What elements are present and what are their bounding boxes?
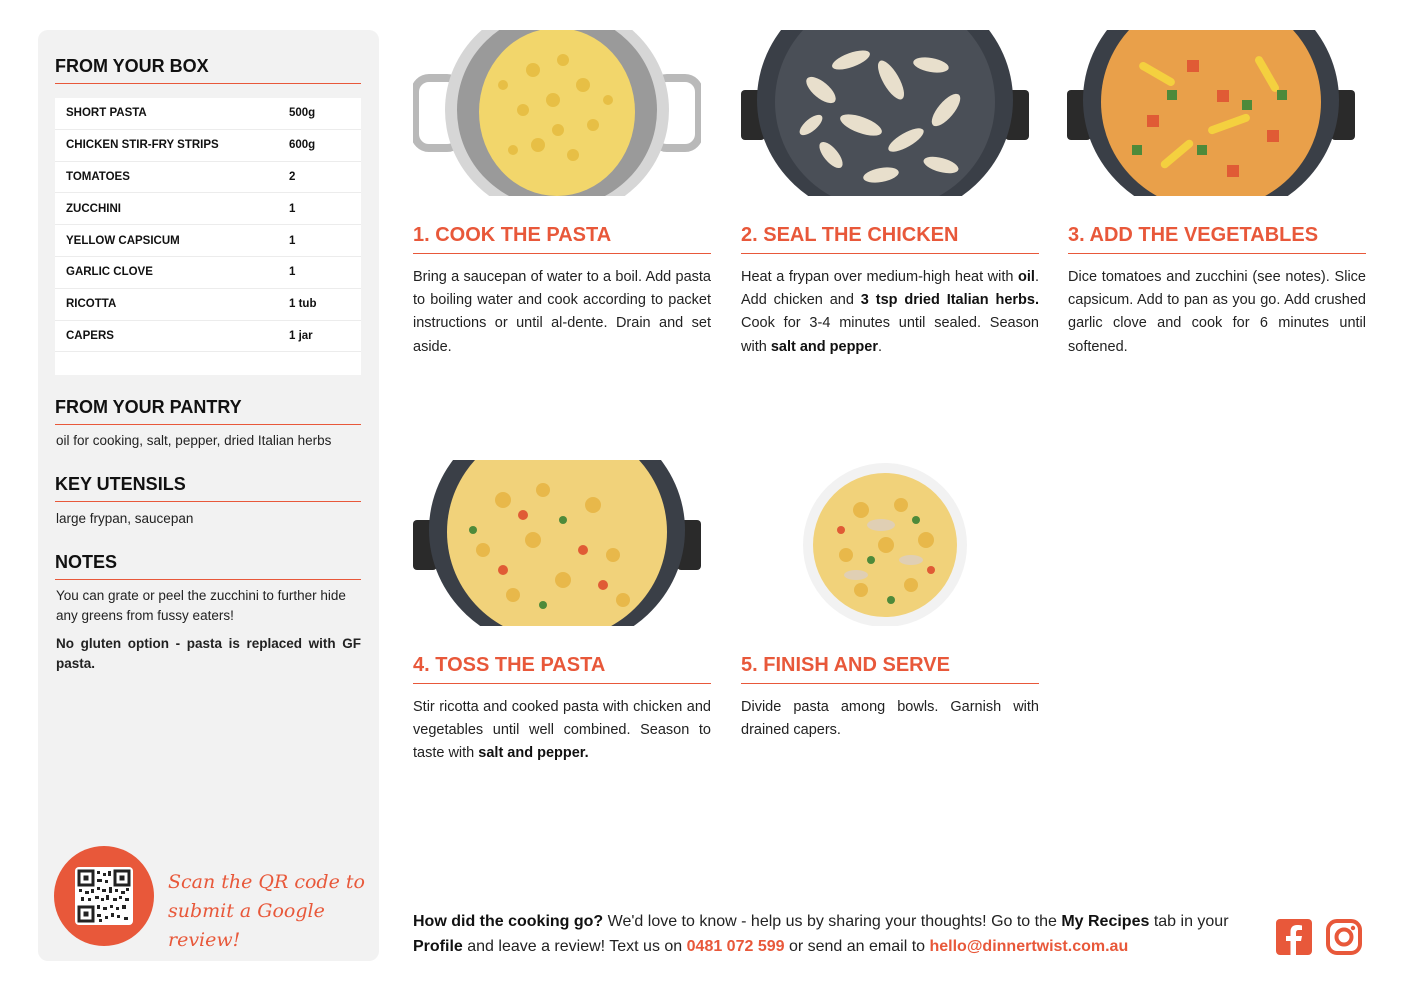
footer-text: We'd love to know - help us by sharing your thoughts! Go to the <box>603 913 1062 930</box>
step-text: Dice tomatoes and zucchini (see notes). Slice capsicum. Add to pan as you go. Add crushed garlic clove and cook for 6 minutes until softened. <box>1068 269 1366 355</box>
from-your-box-title: FROM YOUR BOX <box>55 56 361 84</box>
step-2-title: 2. SEAL THE CHICKEN <box>741 224 1039 254</box>
box-item-name: TOMATOES <box>66 170 130 183</box>
box-item-row <box>55 257 361 289</box>
step-1-body <box>413 266 711 359</box>
ingredients-panel <box>38 30 379 961</box>
step-text: Divide pasta among bowls. Garnish with drained capers. <box>741 699 1039 739</box>
step-text: . Add chicken and <box>741 269 1039 309</box>
email-link[interactable]: hello@dinnertwist.com.au <box>929 938 1129 955</box>
step-5-body <box>741 696 1039 742</box>
box-item-qty: 2 <box>289 170 296 183</box>
step-3-photo <box>1067 30 1355 196</box>
box-item-row <box>55 98 361 130</box>
notes-text: You can grate or peel the zucchini to further hide any greens from fussy eaters! <box>56 588 346 623</box>
step-text: . <box>878 338 883 355</box>
box-item-row <box>55 321 361 353</box>
facebook-icon[interactable] <box>1276 919 1312 955</box>
footer-bold-text: How did the cooking go? <box>413 913 604 930</box>
qr-code[interactable] <box>54 846 154 946</box>
box-item-row <box>55 162 361 194</box>
utensils-text: large frypan, saucepan <box>56 511 194 526</box>
step-5-title: 5. FINISH AND SERVE <box>741 654 1039 684</box>
step-5-photo <box>741 460 1029 626</box>
box-item-qty: 1 tub <box>289 298 317 311</box>
step-4-body <box>413 696 711 766</box>
box-item-name: ZUCCHINI <box>66 202 121 215</box>
key-utensils-title: KEY UTENSILS <box>55 474 361 502</box>
step-text: Stir ricotta and cooked pasta with chicken and vegetables until well combined. Season to taste with <box>413 699 711 762</box>
box-item-row <box>55 193 361 225</box>
review-footer <box>413 909 1263 959</box>
step-text-bold: 3 tsp dried Italian herbs. <box>860 292 1039 309</box>
step-1-photo <box>413 30 701 196</box>
step-1-title: 1. COOK THE PASTA <box>413 224 711 254</box>
footer-bold-text: Profile <box>413 938 463 955</box>
step-text: Cook for 3-4 minutes until sealed. Season with <box>741 315 1039 355</box>
step-2-photo <box>741 30 1029 196</box>
box-item-name: GARLIC CLOVE <box>66 266 153 279</box>
step-3-body <box>1068 266 1366 359</box>
pantry-text: oil for cooking, salt, pepper, dried Italian herbs <box>56 433 332 448</box>
box-item-row <box>55 130 361 162</box>
qr-caption-line-2: submit a Google review! <box>168 900 325 951</box>
footer-bold-text: My Recipes <box>1061 913 1150 930</box>
step-text-bold: oil <box>1018 269 1035 285</box>
notes-title: NOTES <box>55 552 361 580</box>
step-4-title: 4. TOSS THE PASTA <box>413 654 711 684</box>
box-item-name: RICOTTA <box>66 298 117 311</box>
box-item-qty: 1 <box>289 266 296 279</box>
instagram-icon[interactable] <box>1326 919 1362 955</box>
box-item-name: SHORT PASTA <box>66 107 147 120</box>
box-item-row <box>55 225 361 257</box>
step-4-photo <box>413 460 701 626</box>
box-item-qty: 1 jar <box>289 329 313 342</box>
qr-caption <box>168 868 379 955</box>
box-item-name: CHICKEN STIR-FRY STRIPS <box>66 139 219 152</box>
qr-caption-line-1: Scan the QR code to <box>168 871 365 893</box>
box-item-qty: 500g <box>289 107 316 120</box>
footer-text: or send an email to <box>784 938 930 955</box>
box-item-name: YELLOW CAPSICUM <box>66 234 180 247</box>
box-item-qty: 600g <box>289 139 316 152</box>
box-item-name: CAPERS <box>66 329 114 342</box>
notes-gluten-option: No gluten option - pasta is replaced with GF pasta. <box>56 636 361 671</box>
step-3-title: 3. ADD THE VEGETABLES <box>1068 224 1366 254</box>
step-text: Bring a saucepan of water to a boil. Add pasta to boiling water and cook according to packet instructions or until al-dente. Drain and set aside. <box>413 269 711 355</box>
step-text: Heat a frypan over medium-high heat with <box>741 269 1019 285</box>
box-ingredients-table <box>55 98 361 375</box>
footer-text: tab in your <box>1149 913 1229 930</box>
box-item-qty: 1 <box>289 202 296 215</box>
footer-text: and leave a review! Text us on <box>462 938 687 955</box>
phone-link[interactable]: 0481 072 599 <box>686 938 785 955</box>
box-item-row <box>55 289 361 321</box>
box-item-qty: 1 <box>289 234 296 247</box>
step-2-body <box>741 266 1039 359</box>
step-text-bold: salt and pepper <box>770 338 878 355</box>
from-your-pantry-title: FROM YOUR PANTRY <box>55 397 361 425</box>
step-text-bold: salt and pepper. <box>478 745 589 762</box>
